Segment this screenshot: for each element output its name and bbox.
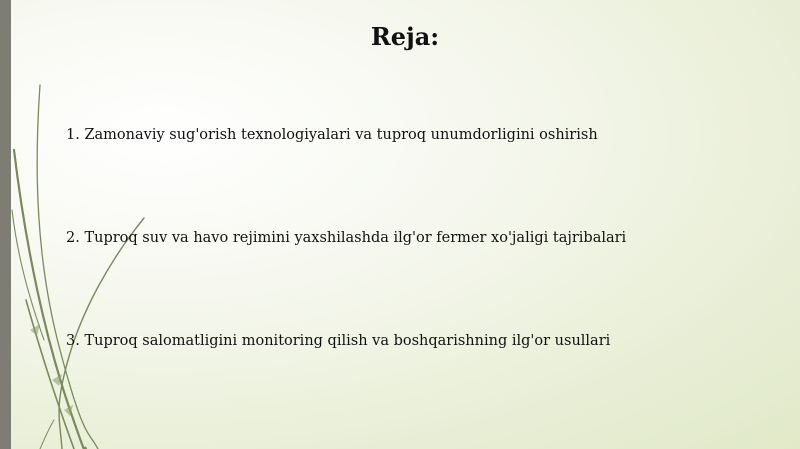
- slide-title: Reja:: [370, 22, 440, 51]
- decorative-stems-icon: [0, 0, 160, 449]
- plan-item-3: 3. Tuproq salomatligini monitoring qilish va boshqarishning ilg'or usullari: [66, 333, 611, 349]
- plan-item-1: 1. Zamonaviy sug'orish texnologiyalari va tuproq unumdorligini oshirish: [66, 127, 598, 143]
- plan-item-2: 2. Tuproq suv va havo rejimini yaxshilashda ilg'or fermer xo'jaligi tajribalari: [66, 230, 627, 246]
